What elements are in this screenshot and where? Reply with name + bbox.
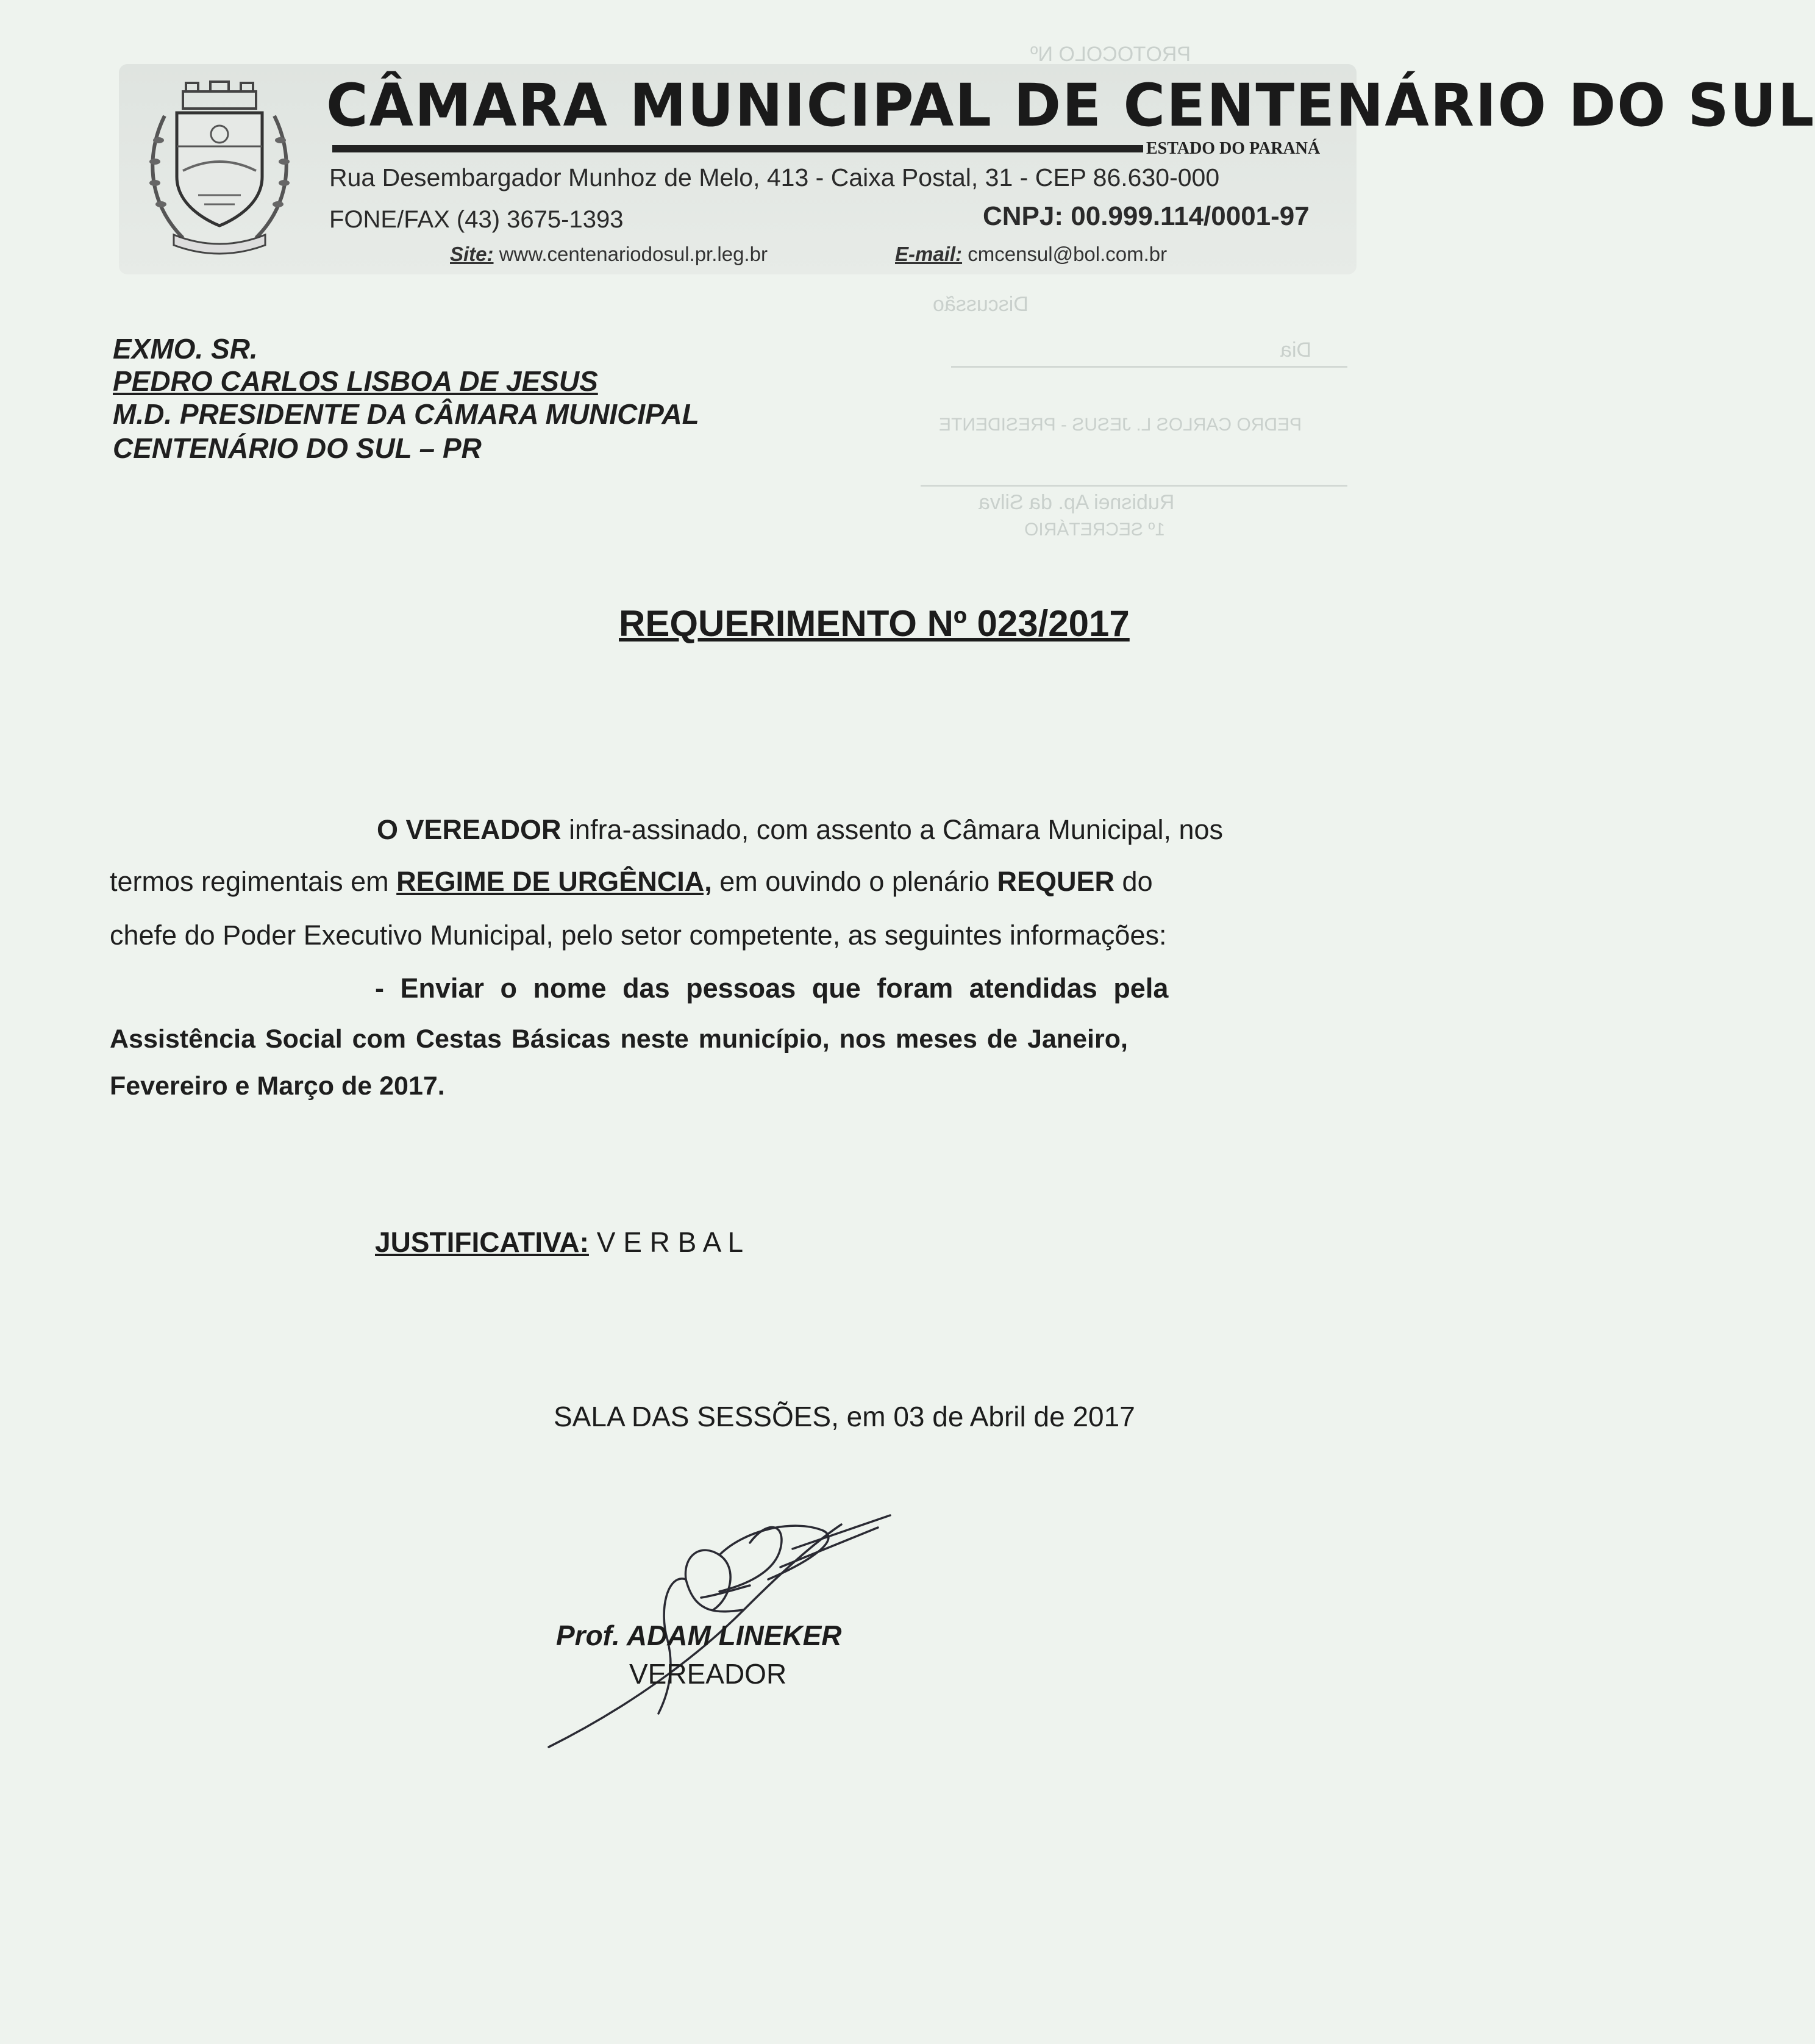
request-item-line-3: Fevereiro e Março de 2017. bbox=[110, 1071, 445, 1101]
addressee-salutation: EXMO. SR. bbox=[113, 333, 258, 365]
justification-label: JUSTIFICATIVA: bbox=[375, 1226, 589, 1258]
body-line-1 bbox=[377, 814, 1223, 846]
body-line-2-start: termos regimentais em bbox=[110, 866, 397, 897]
cnpj-line: CNPJ: 00.999.114/0001-97 bbox=[983, 201, 1310, 231]
justification bbox=[375, 1226, 743, 1259]
coat-of-arms-icon bbox=[140, 79, 299, 262]
website-line bbox=[450, 243, 768, 266]
site-label: Site: bbox=[450, 243, 494, 265]
addressee-name: PEDRO CARLOS LISBOA DE JESUS bbox=[113, 365, 598, 397]
body-line-1-rest: infra-assinado, com assento a Câmara Municipal, nos bbox=[561, 814, 1224, 845]
chamber-title: CÂMARA MUNICIPAL DE CENTENÁRIO DO SUL bbox=[326, 71, 1815, 140]
stamp-president: PEDRO CARLOS L. JESUS - PRESIDENTE bbox=[939, 415, 1302, 435]
addressee-position: M.D. PRESIDENTE DA CÂMARA MUNICIPAL bbox=[113, 398, 699, 430]
phone-line: FONE/FAX (43) 3675-1393 bbox=[329, 206, 624, 233]
address-line: Rua Desembargador Munhoz de Melo, 413 - Caixa Postal, 31 - CEP 86.630-000 bbox=[329, 163, 1220, 191]
urgency-regime: REGIME DE URGÊNCIA, bbox=[396, 866, 712, 897]
addressee-city: CENTENÁRIO DO SUL – PR bbox=[113, 432, 482, 464]
site-url[interactable]: www.centenariodosul.pr.leg.br bbox=[499, 243, 768, 265]
email-label: E-mail: bbox=[895, 243, 963, 265]
stamp-secretary-role: 1º SECRETÁRIO bbox=[1024, 520, 1166, 540]
stamp-day: Dia bbox=[1280, 338, 1312, 362]
body-line-2-mid: em ouvindo o plenário bbox=[711, 866, 997, 897]
header-rule bbox=[332, 145, 1143, 152]
stamp-secretary-name: Rubisnei Ap. da Silva bbox=[979, 491, 1175, 514]
justification-value: V E R B A L bbox=[596, 1226, 744, 1258]
signer-name: Prof. ADAM LINEKER bbox=[556, 1620, 842, 1651]
state-label: ESTADO DO PARANÁ bbox=[1146, 139, 1321, 158]
signer-role: VEREADOR bbox=[629, 1658, 787, 1690]
stamp-line bbox=[921, 485, 1347, 487]
stamp-discussion: Discussão bbox=[933, 293, 1029, 316]
email-address[interactable]: cmcensul@bol.com.br bbox=[968, 243, 1168, 265]
body-line-3: chefe do Poder Executivo Municipal, pelo setor competente, as seguintes informações: bbox=[110, 920, 1167, 951]
requer-label: REQUER bbox=[997, 866, 1115, 897]
body-line-2-end: do bbox=[1114, 866, 1153, 897]
stamp-line bbox=[951, 366, 1347, 368]
request-item-line-2: Assistência Social com Cestas Básicas neste município, nos meses de Janeiro, bbox=[110, 1024, 1128, 1054]
body-line-2 bbox=[110, 866, 1153, 898]
document-title: REQUERIMENTO Nº 023/2017 bbox=[619, 603, 1130, 644]
vereador-label: O VEREADOR bbox=[377, 814, 562, 845]
session-date: SALA DAS SESSÕES, em 03 de Abril de 2017 bbox=[554, 1401, 1135, 1432]
stamp-protocol: PROTOCOLO Nº bbox=[1030, 43, 1191, 66]
request-item-line-1: - Enviar o nome das pessoas que foram atendidas pela bbox=[375, 973, 1169, 1004]
email-line bbox=[895, 243, 1167, 266]
